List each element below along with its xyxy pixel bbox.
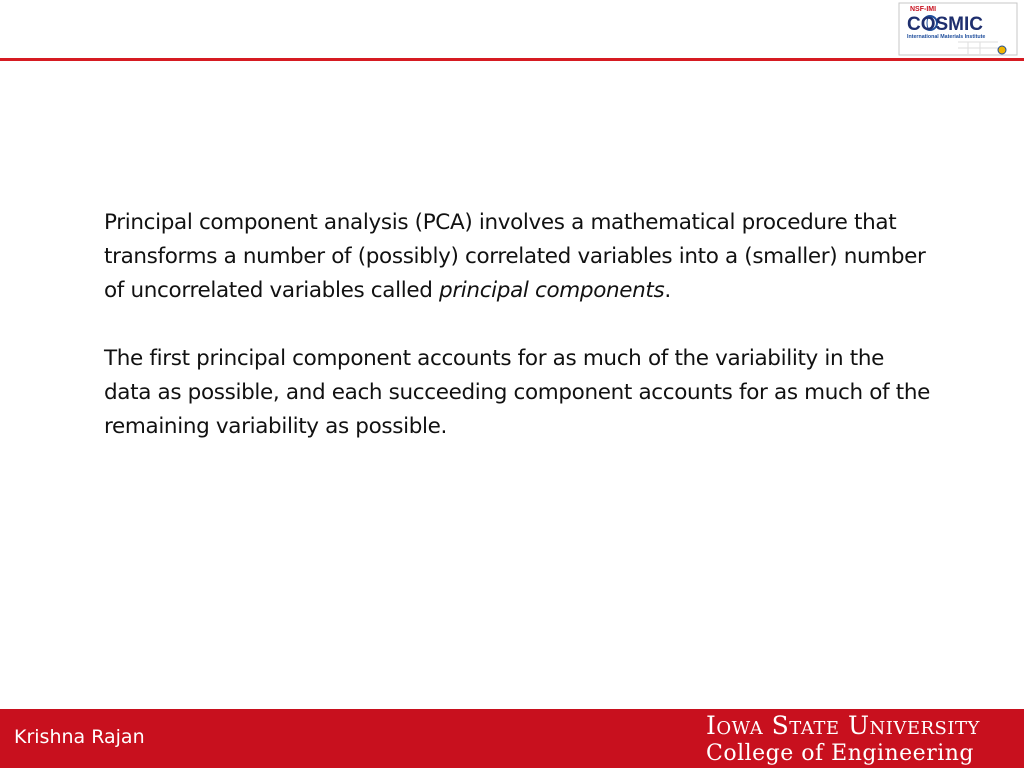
college-name: College of Engineering	[706, 741, 975, 766]
pca-definition-text: Principal component analysis (PCA) involves a mathematical procedure that transforms a number of (possibly) correlated variables into a (smaller) number of uncorrelated variables called	[104, 210, 926, 303]
logo-top-text: NSF-IMI	[910, 6, 937, 13]
pca-definition-period: .	[664, 278, 671, 303]
footer-bar	[0, 709, 1024, 768]
university-name: Iowa State University	[706, 711, 980, 740]
first-component-paragraph: The first principal component accounts for as much of the variability in the data as possible, and each succeeding component accounts for as much of the remaining variability as possible.	[104, 346, 930, 439]
logo-subtitle: International Materials Institute	[907, 34, 986, 40]
slide-body	[104, 206, 934, 444]
cosmic-logo	[898, 2, 1018, 56]
university-logo	[706, 711, 980, 767]
pca-definition-paragraph	[104, 206, 934, 308]
principal-components-term: principal components	[439, 278, 665, 303]
author-name: Krishna Rajan	[14, 726, 145, 748]
logo-name: COSMIC	[907, 14, 983, 35]
header-divider	[0, 58, 1024, 61]
sun-icon	[998, 46, 1006, 54]
